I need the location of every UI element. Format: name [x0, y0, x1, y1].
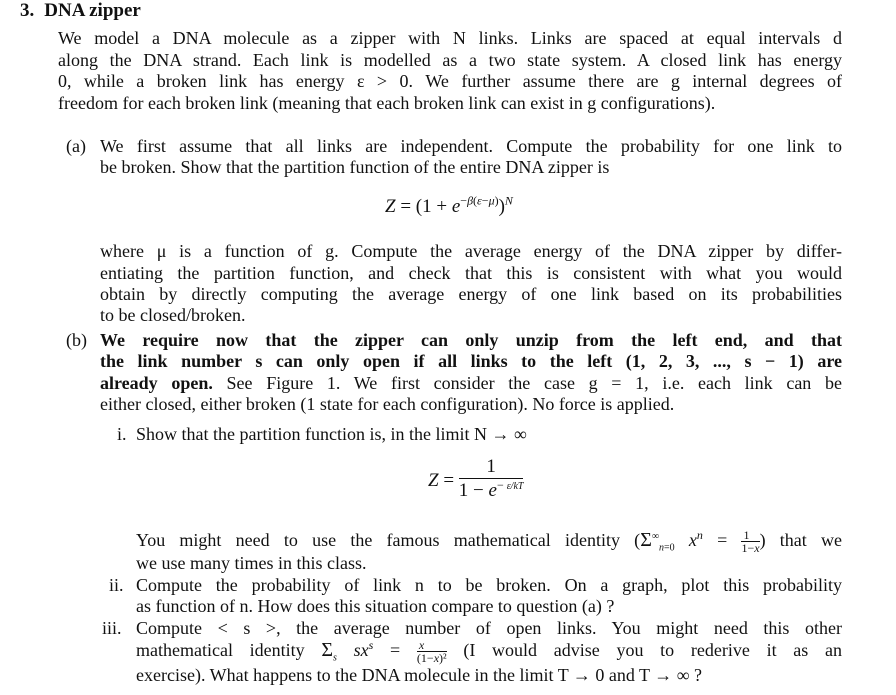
sub-iii-line-1: Compute < s >, the average number of open links. You might need this other	[136, 618, 842, 638]
intro-line-3: 0, while a broken link has energy ε > 0. We further assume there are g internal degrees of	[58, 71, 842, 91]
intro-line-1: We model a DNA molecule as a zipper with N links. Links are spaced at equal intervals d	[58, 28, 842, 48]
sub-i-note-2: we use many times in this class.	[136, 553, 367, 573]
part-b-line-4: either closed, either broken (1 state for each configuration). No force is applied.	[100, 394, 675, 414]
problem-number: 3.	[20, 0, 35, 21]
part-b-line-3	[100, 372, 842, 394]
part-a-after-2: entiating the partition function, and check that this is consistent with what you would	[100, 263, 842, 283]
part-b-bold-2: the link number s can only open if all links to the left (1, 2, 3, ..., s − 1) are	[100, 351, 842, 371]
part-a-line-1: We first assume that all links are independent. Compute the probability for one link to	[100, 136, 842, 156]
sub-iii-line-3: exercise). What happens to the DNA molecule in the limit T → 0 and T → ∞ ?	[136, 665, 703, 685]
problem-heading	[20, 0, 141, 22]
sub-i-label: i.	[117, 424, 127, 444]
part-a-after-3: obtain by directly computing the average energy of one link based on its probabilities	[100, 284, 842, 304]
sub-ii-line-2: as function of n. How does this situation compare to question (a) ?	[136, 596, 615, 616]
part-a-label: (a)	[66, 136, 86, 156]
part-b-line-3-rest: See Figure 1. We first consider the case g = 1, i.e. each link can be	[212, 373, 842, 393]
part-a-after-4: to be closed/broken.	[100, 305, 246, 325]
sub-i-text: Show that the partition function is, in the limit N → ∞	[136, 424, 527, 444]
part-a-after-1: where μ is a function of g. Compute the average energy of the DNA zipper by differ-	[100, 241, 842, 261]
sub-ii-label: ii.	[109, 575, 124, 595]
sub-iii-label: iii.	[102, 618, 122, 638]
part-b-label: (b)	[66, 330, 87, 350]
part-a-equation: $Z = (1 + e^{-\beta(\varepsilon-\mu)})^N$	[385, 193, 513, 217]
sub-i-equation: Z = $\frac{1}{1 - e^{- \varepsilon/kT}}$	[428, 456, 524, 501]
intro-line-4: freedom for each broken link (meaning that each broken link can exist in g configurations).	[58, 93, 716, 113]
part-a-line-2: be broken. Show that the partition function of the entire DNA zipper is	[100, 157, 610, 177]
intro-line-2: along the DNA strand. Each link is modelled as a two state system. A closed link has energy	[58, 50, 842, 70]
sub-iii-line-2: mathematical identity $\Sigma_s$ $sx^s$ = $\frac{x}{\text{(1−x)²}}$ (I would advise you to rederive it as an	[136, 638, 842, 666]
sub-ii-line-1: Compute the probability of link n to be broken. On a graph, plot this probability	[136, 575, 842, 595]
problem-title: DNA zipper	[44, 0, 141, 21]
sub-i-note-1: You might need to use the famous mathematical identity ($\Sigma^\infty_{n=0}$ $x^n$ = $\frac{1}{1-x}$ ) that we	[136, 528, 843, 556]
part-b-bold-3: already open.	[100, 373, 213, 393]
part-b-bold-1: We require now that the zipper can only unzip from the left end, and that	[100, 330, 842, 350]
